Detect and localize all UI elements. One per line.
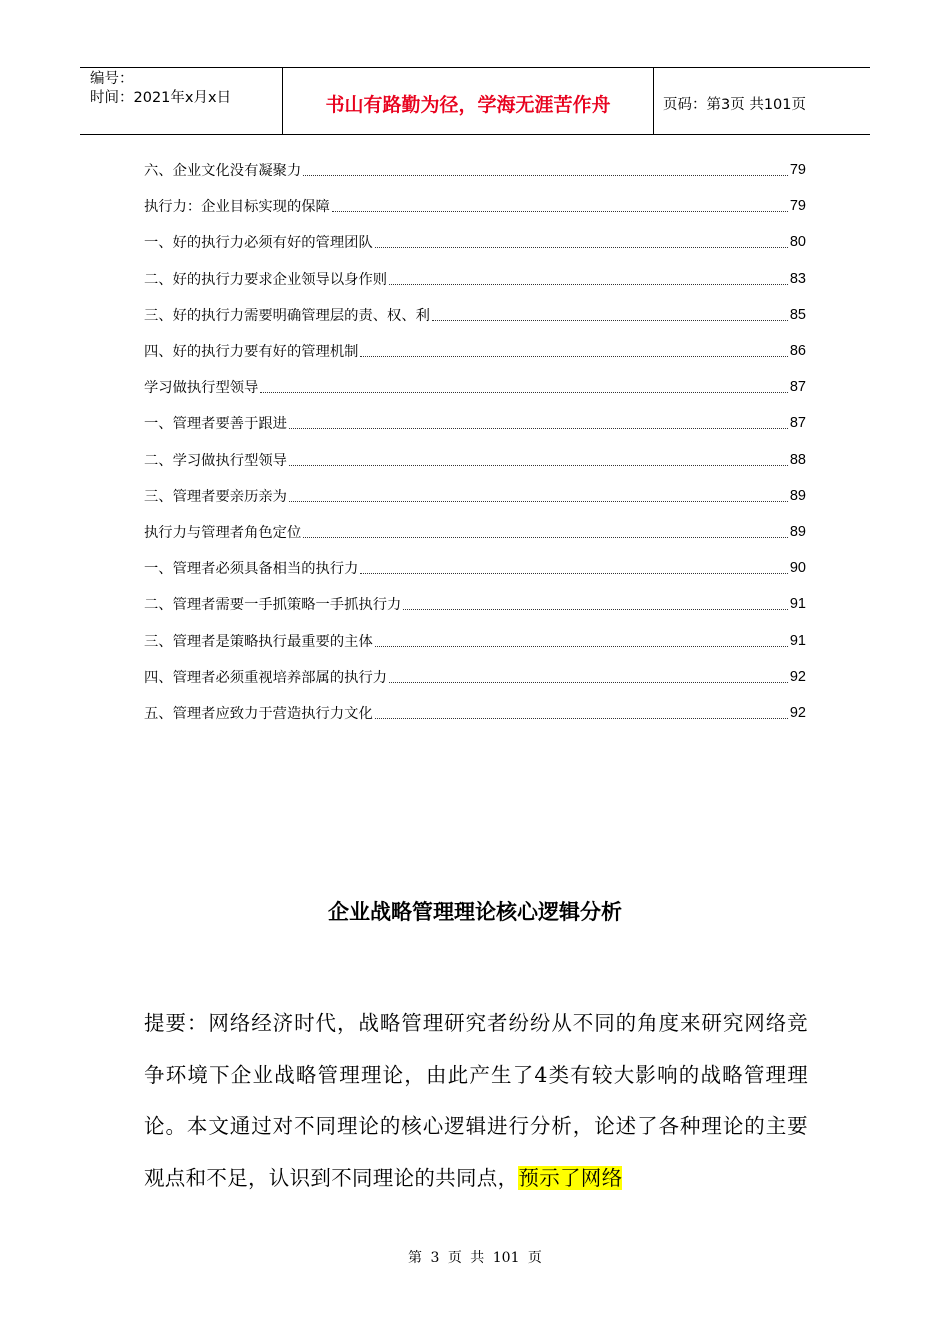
toc-entry-page: 91 bbox=[789, 596, 806, 613]
article-abstract bbox=[144, 998, 808, 1204]
toc-entry-title: 三、管理者是策略执行最重要的主体 bbox=[144, 633, 373, 650]
toc-entry-page: 90 bbox=[789, 560, 806, 577]
toc-entry-page: 89 bbox=[789, 487, 806, 504]
toc-entry-title: 三、管理者要亲历亲为 bbox=[144, 488, 287, 505]
toc-entry-page: 83 bbox=[789, 270, 806, 287]
table-of-contents bbox=[144, 152, 806, 731]
toc-entry[interactable] bbox=[144, 405, 806, 441]
toc-entry-page: 80 bbox=[789, 234, 806, 251]
header-motto: 书山有路勤为径，学海无涯苦作舟 bbox=[282, 68, 654, 134]
toc-entry-title: 执行力与管理者角色定位 bbox=[144, 524, 302, 541]
toc-entry-title: 一、好的执行力必须有好的管理团队 bbox=[144, 235, 373, 252]
toc-leader-dots bbox=[260, 391, 787, 393]
toc-leader-dots bbox=[389, 681, 788, 683]
toc-entry-page: 92 bbox=[789, 704, 806, 721]
page-footer: 第 3 页 共 101 页 bbox=[408, 1250, 542, 1266]
toc-entry[interactable] bbox=[144, 659, 806, 695]
toc-leader-dots bbox=[432, 319, 788, 321]
toc-entry-title: 二、管理者需要一手抓策略一手抓执行力 bbox=[144, 597, 402, 614]
toc-leader-dots bbox=[389, 283, 788, 285]
toc-leader-dots bbox=[375, 645, 788, 647]
toc-entry-title: 二、学习做执行型领导 bbox=[144, 452, 287, 469]
toc-entry-page: 89 bbox=[789, 523, 806, 540]
toc-leader-dots bbox=[375, 717, 788, 719]
toc-entry-page: 88 bbox=[789, 451, 806, 468]
toc-entry-title: 三、好的执行力需要明确管理层的责、权、利 bbox=[144, 307, 430, 324]
toc-entry-page: 79 bbox=[789, 162, 806, 179]
toc-entry-page: 87 bbox=[789, 415, 806, 432]
toc-leader-dots bbox=[289, 427, 788, 429]
toc-entry-page: 85 bbox=[789, 306, 806, 323]
article-title: 企业战略管理理论核心逻辑分析 bbox=[328, 900, 622, 924]
page-header bbox=[80, 67, 870, 135]
toc-leader-dots bbox=[289, 500, 788, 502]
toc-entry-page: 91 bbox=[789, 632, 806, 649]
toc-entry-title: 执行力：企业目标实现的保障 bbox=[144, 199, 330, 216]
toc-leader-dots bbox=[360, 572, 787, 574]
toc-entry-page: 86 bbox=[789, 343, 806, 360]
toc-entry-title: 四、好的执行力要有好的管理机制 bbox=[144, 344, 359, 361]
toc-entry[interactable] bbox=[144, 478, 806, 514]
toc-leader-dots bbox=[332, 210, 788, 212]
toc-entry[interactable] bbox=[144, 224, 806, 260]
toc-entry-title: 二、好的执行力要求企业领导以身作则 bbox=[144, 271, 388, 288]
toc-entry[interactable] bbox=[144, 297, 806, 333]
toc-leader-dots bbox=[375, 246, 788, 248]
toc-entry-page: 87 bbox=[789, 379, 806, 396]
toc-entry[interactable] bbox=[144, 550, 806, 586]
toc-entry-title: 六、企业文化没有凝聚力 bbox=[144, 163, 302, 180]
toc-entry[interactable] bbox=[144, 695, 806, 731]
abstract-highlighted-text: 预示了网络 bbox=[518, 1165, 623, 1190]
toc-entry-page: 92 bbox=[789, 668, 806, 685]
doc-code-label: 编号： bbox=[90, 71, 134, 87]
toc-leader-dots bbox=[303, 536, 788, 538]
header-page-info: 页码：第3页 共101页 bbox=[663, 96, 807, 113]
toc-entry[interactable] bbox=[144, 369, 806, 405]
toc-entry-title: 一、管理者要善于跟进 bbox=[144, 416, 287, 433]
toc-leader-dots bbox=[360, 355, 787, 357]
toc-leader-dots bbox=[289, 464, 788, 466]
toc-entry-title: 五、管理者应致力于营造执行力文化 bbox=[144, 705, 373, 722]
toc-leader-dots bbox=[403, 608, 788, 610]
toc-entry[interactable] bbox=[144, 442, 806, 478]
toc-entry[interactable] bbox=[144, 152, 806, 188]
doc-time-label: 时间：2021年x月x日 bbox=[90, 90, 232, 106]
toc-entry[interactable] bbox=[144, 261, 806, 297]
toc-entry-title: 一、管理者必须具备相当的执行力 bbox=[144, 561, 359, 578]
toc-entry[interactable] bbox=[144, 188, 806, 224]
toc-entry[interactable] bbox=[144, 586, 806, 622]
toc-entry-title: 学习做执行型领导 bbox=[144, 380, 259, 397]
toc-entry[interactable] bbox=[144, 514, 806, 550]
toc-leader-dots bbox=[303, 174, 788, 176]
abstract-text: 提要：网络经济时代，战略管理研究者纷纷从不同的角度来研究网络竞争环境下企业战略管理理论，由此产生了4类有较大影响的战略管理理论。本文通过对不同理论的核心逻辑进行分析，论述了各种理论的主要观点和不足，认识到不同理论的共同点， bbox=[144, 1011, 808, 1190]
header-meta bbox=[80, 68, 282, 134]
toc-entry-page: 79 bbox=[789, 198, 806, 215]
toc-entry[interactable] bbox=[144, 622, 806, 658]
toc-entry[interactable] bbox=[144, 333, 806, 369]
toc-entry-title: 四、管理者必须重视培养部属的执行力 bbox=[144, 669, 388, 686]
